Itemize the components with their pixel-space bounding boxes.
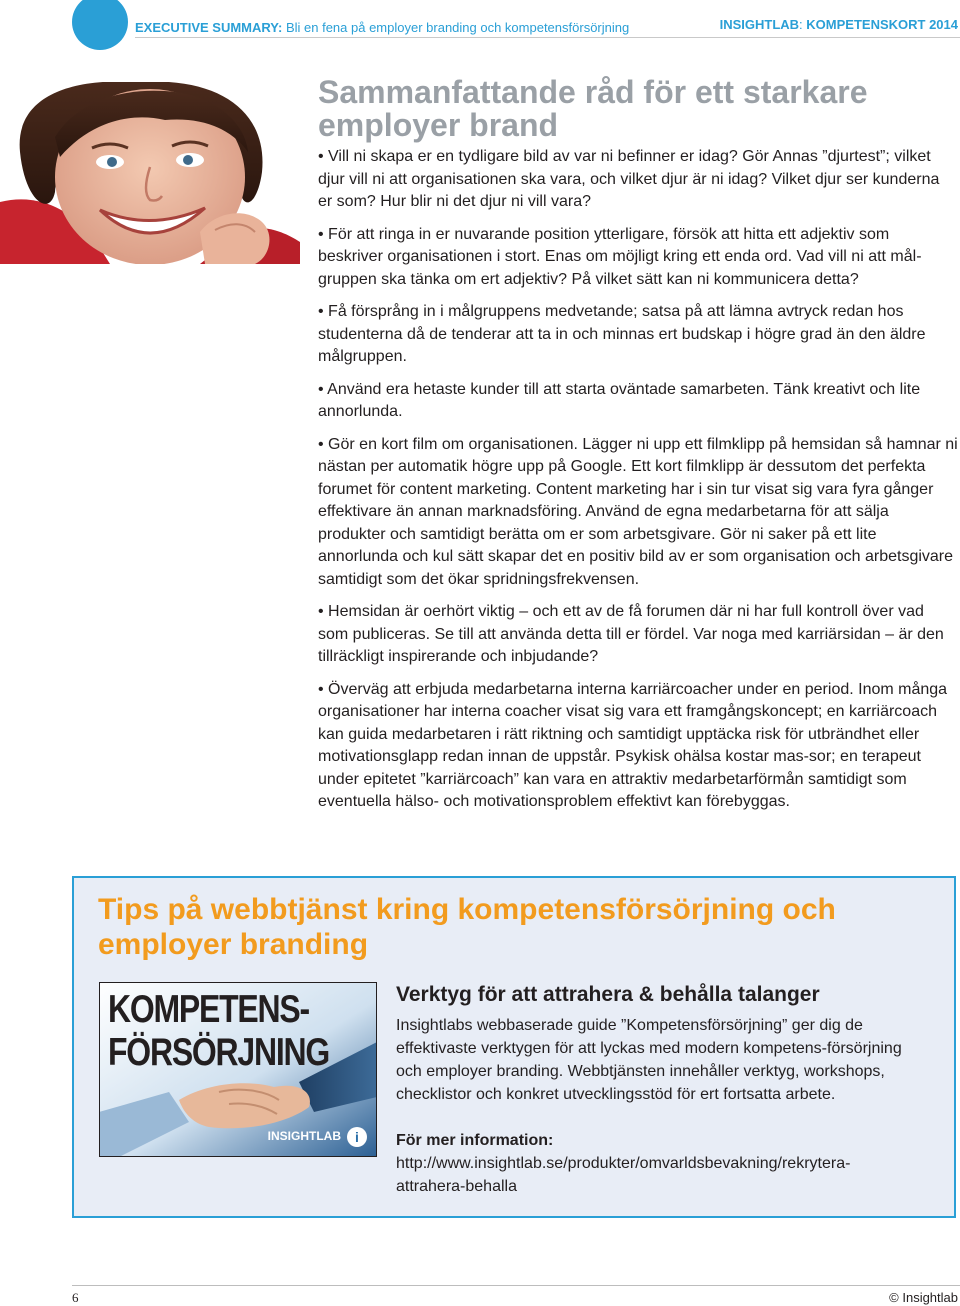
page-title: Sammanfattande råd för ett starkare employer brand (318, 74, 868, 143)
header-circle (72, 0, 128, 50)
promo-title: Tips på webbtjänst kring kompetensförsörjning och employer branding (98, 893, 836, 961)
publication-sep: : (799, 17, 803, 32)
product-description: Insightlabs webbaserade guide ”Kompetensförsörjning” ger dig de effektivaste verktygen för att lyckas med modern kompetens-försörjning och employer branding. Webbtjänsten innehåller verktyg, workshops, checklistor och konkret utvecklingsstöd för ert fortsatta arbete. (396, 1017, 902, 1103)
cover-brand: INSIGHTLAB (267, 1129, 341, 1143)
publication-name: KOMPETENSKORT 2014 (802, 17, 958, 32)
advice-list (318, 146, 958, 824)
product-heading: Verktyg för att attrahera & behålla talanger (396, 983, 820, 1006)
list-item: • Använd era hetaste kunder till att starta oväntade samarbeten. Tänk kreativt och lite annorlunda. (318, 379, 958, 424)
list-item: • Få försprång in i målgruppens medvetande; satsa på att lämna avtryck redan hos studenterna då de tenderar att ta in och minnas ert budskap i högre grad än den äldre målgruppen. (318, 301, 958, 369)
footer-rule (72, 1285, 960, 1286)
insightlab-logo-icon: i (347, 1127, 367, 1147)
copyright: © Insightlab (889, 1290, 958, 1305)
cover-title-line2: FÖRSÖRJNING (108, 1031, 330, 1074)
section-label-text: Bli en fena på employer branding och kompetensförsörjning (282, 20, 630, 35)
list-item: • Gör en kort film om organisationen. Lägger ni upp ett filmklipp på hemsidan så hamnar ni nästan per automatik högre upp på Google. Ett kort filmklipp är dessutom det perfekta forumet för content marketing. Content marketing har i sin tur visat sig vara fyra gånger effektivare än annan marknadsföring. Använd de egna medarbetarna för att sälja produkter och samtidigt berätta om er som arbetsgivare. Gör ni saker på ett lite annorlunda och kul sätt skapar det en positiv bild av er som organisation och arbetsgivare samtidigt som det ökar spridningsfrekvensen. (318, 434, 958, 592)
list-item: • Vill ni skapa er en tydligare bild av var ni befinner er idag? Gör Annas ”djurtest”; vilket djur vill ni att organisationen ska vara, och vilket djur är ni idag? Vilket djur ser kunderna er som? Hur blir ni det djur ni vill vara? (318, 146, 958, 214)
publication-brand: INSIGHTLAB (719, 17, 800, 32)
portrait-photo (0, 82, 300, 264)
publication-label (720, 17, 958, 32)
list-item: • Överväg att erbjuda medarbetarna interna karriärcoacher under en period. Inom många organisationer har interna coacher visat sig vara ett framgångskoncept; en karriärcoach kan guida medarbetaren i rätt riktning och samtidigt upptäcka risk för utbrändhet eller motivationsglapp redan innan de uppstår. Psykisk ohälsa kostar mas-sor; en terapeut under epitetet ”karriärcoach” kan vara en attraktiv medarbetarförmån samtidigt som eventuella hälso- och motivationsproblem effektivt kan förebyggas. (318, 679, 958, 814)
more-info-label: För mer information: (396, 1132, 554, 1149)
section-label-prefix: EXECUTIVE SUMMARY: (135, 20, 283, 35)
more-info (396, 1129, 916, 1198)
header-rule (135, 37, 960, 38)
list-item: • Hemsidan är oerhört viktig – och ett av de få forumen där ni har full kontroll över vad som publiceras. Se till att använda detta till er fördel. Var noga med karriärsidan – är den tillräckligt inspirerande och inbjudande? (318, 601, 958, 669)
section-label (135, 20, 629, 35)
cover-title-line1: KOMPETENS- (108, 988, 309, 1031)
page-number: 6 (72, 1290, 79, 1305)
product-cover (99, 982, 377, 1157)
list-item: • För att ringa in er nuvarande position ytterligare, försök att hitta ett adjektiv som beskriver organisationen i stort. Enas om möjligt kring ett enda ord. Vad vill ni att mål-gruppen ska tänka om ert adjektiv? På vilket sätt kan ni kommunicera detta? (318, 224, 958, 292)
more-info-link[interactable]: http://www.insightlab.se/produkter/omvarldsbevakning/rekrytera-attrahera-behalla (396, 1155, 851, 1195)
